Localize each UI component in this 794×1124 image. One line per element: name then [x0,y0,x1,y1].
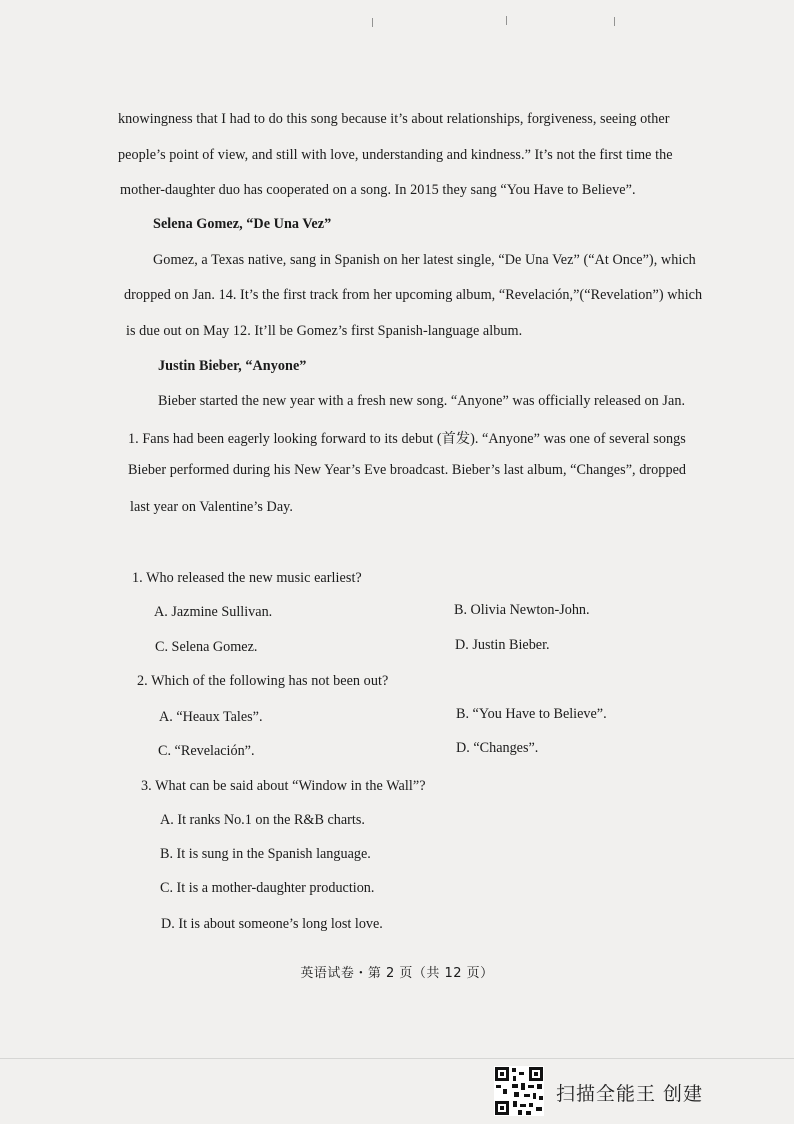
article-line: people’s point of view, and still with love, understanding and kindness.” It’s not the first time the [118,147,673,163]
question-stem: 1. Who released the new music earliest? [132,570,362,586]
answer-option: D. Justin Bieber. [455,637,550,653]
scanner-watermark: 扫描全能王 创建 [556,1083,704,1105]
answer-option: C. “Revelación”. [158,743,255,759]
answer-option: D. “Changes”. [456,740,539,756]
article-line: last year on Valentine’s Day. [130,499,293,515]
article-line: mother-daughter duo has cooperated on a song. In 2015 they sang “You Have to Believe”. [120,182,636,198]
article-line: Bieber started the new year with a fresh new song. “Anyone” was officially released on Jan. [158,393,686,409]
scan-mark [506,16,507,25]
answer-option: B. Olivia Newton-John. [454,602,590,618]
article-line: dropped on Jan. 14. It’s the first track from her upcoming album, “Revelación,”(“Revelation”) which [124,287,703,303]
answer-option: A. Jazmine Sullivan. [154,604,273,620]
answer-option: D. It is about someone’s long lost love. [161,916,383,932]
article-line: is due out on May 12. It’ll be Gomez’s first Spanish-language album. [126,323,523,339]
answer-option: A. It ranks No.1 on the R&B charts. [160,812,365,828]
scan-mark [614,17,615,26]
section-heading: Justin Bieber, “Anyone” [158,358,307,374]
answer-option: C. Selena Gomez. [155,639,258,655]
qr-code-icon [494,1066,544,1116]
answer-option: B. “You Have to Believe”. [456,706,607,722]
article-line: Gomez, a Texas native, sang in Spanish on her latest single, “De Una Vez” (“At Once”), which [153,252,696,268]
article-line: Bieber performed during his New Year’s Eve broadcast. Bieber’s last album, “Changes”, dropped [128,462,687,478]
section-heading: Selena Gomez, “De Una Vez” [153,216,332,232]
scan-mark [372,18,373,27]
page-footer: 英语试卷・第 2 页（共 12 页） [300,966,494,981]
answer-option: C. It is a mother-daughter production. [160,880,375,896]
question-stem: 2. Which of the following has not been out? [137,673,389,689]
answer-option: A. “Heaux Tales”. [159,709,263,725]
question-stem: 3. What can be said about “Window in the Wall”? [141,778,426,794]
scanner-divider [0,1058,794,1059]
article-line: knowingness that I had to do this song because it’s about relationships, forgiveness, seeing other [118,111,670,127]
answer-option: B. It is sung in the Spanish language. [160,846,371,862]
article-line: 1. Fans had been eagerly looking forward to its debut (首发). “Anyone” was one of several songs [128,431,686,447]
